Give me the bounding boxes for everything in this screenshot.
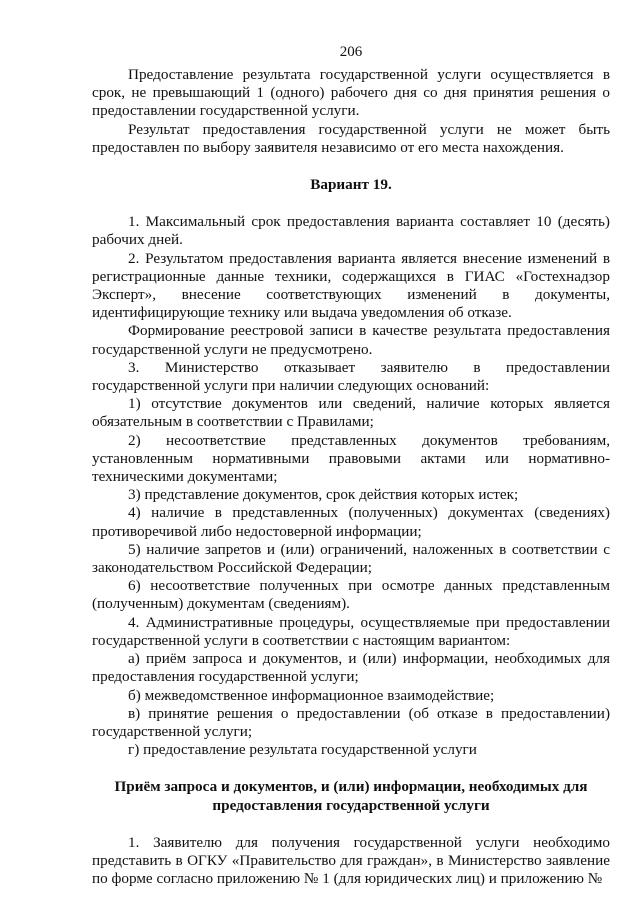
list-item: 3) представление документов, срок действия которых истек; xyxy=(128,486,519,504)
list-item: б) межведомственное информационное взаимодействие; xyxy=(128,686,495,704)
list-item: а) приём запроса и документов, и (или) информации, необходимых для предоставления государственной услуги; xyxy=(92,650,610,686)
page-content xyxy=(92,66,610,888)
paragraph: 2. Результатом предоставления варианта является внесение изменений в регистрационные данные техники, содержащихся в ГИАС «Гостехнадзор Эксперт», внесение соответствующих изменений в документы, идентифицирующие технику или выдача уведомления об отказе. xyxy=(92,249,610,322)
variant-heading: Вариант 19. xyxy=(310,176,392,194)
intro-paragraph-2: Результат предоставления государственной услуги не может быть предоставлен по выбору заявителя независимо от его места нахождения. xyxy=(92,120,610,156)
section-heading: Приём запроса и документов, и (или) информации, необходимых для предоставления государственной услуги xyxy=(114,778,588,814)
final-paragraph: 1. Заявителю для получения государственной услуги необходимо представить в ОГКУ «Правительство для граждан», в Министерство заявление по форме согласно приложению № 1 (для юридических лиц) и приложению № xyxy=(92,833,610,888)
list-item: 5) наличие запретов и (или) ограничений, наложенных в соответствии с законодательством Российской Федерации; xyxy=(92,540,610,577)
paragraph: Формирование реестровой записи в качестве результата предоставления государственной услуги не предусмотрено. xyxy=(92,322,610,358)
list-item: 6) несоответствие полученных при осмотре данных представленным (полученным) документам (сведениям). xyxy=(92,577,610,613)
paragraph: 3. Министерство отказывает заявителю в предоставлении государственной услуги при наличии следующих оснований: xyxy=(92,358,610,395)
page-number: 206 xyxy=(339,44,363,60)
list-item: в) принятие решения о предоставлении (об отказе в предоставлении) государственной услуги; xyxy=(92,704,610,740)
intro-paragraph-1: Предоставление результата государственной услуги осуществляется в срок, не превышающий 1 (одного) рабочего дня со дня принятия решения о предоставлении государственной услуги. xyxy=(92,66,610,120)
list-item: 1) отсутствие документов или сведений, наличие которых является обязательным в соответствии с Правилами; xyxy=(92,395,610,431)
list-item: 2) несоответствие представленных документов требованиям, установленным нормативными правовыми актами или нормативно-техническими документами; xyxy=(92,431,610,486)
paragraph: 4. Административные процедуры, осуществляемые при предоставлении государственной услуги в соответствии с настоящим вариантом: xyxy=(92,613,610,649)
list-item: г) предоставление результата государственной услуги xyxy=(128,741,477,759)
paragraph: 1. Максимальный срок предоставления варианта составляет 10 (десять) рабочих дней. xyxy=(92,213,610,249)
list-item: 4) наличие в представленных (полученных) документах (сведениях) противоречивой либо недостоверной информации; xyxy=(92,504,610,540)
